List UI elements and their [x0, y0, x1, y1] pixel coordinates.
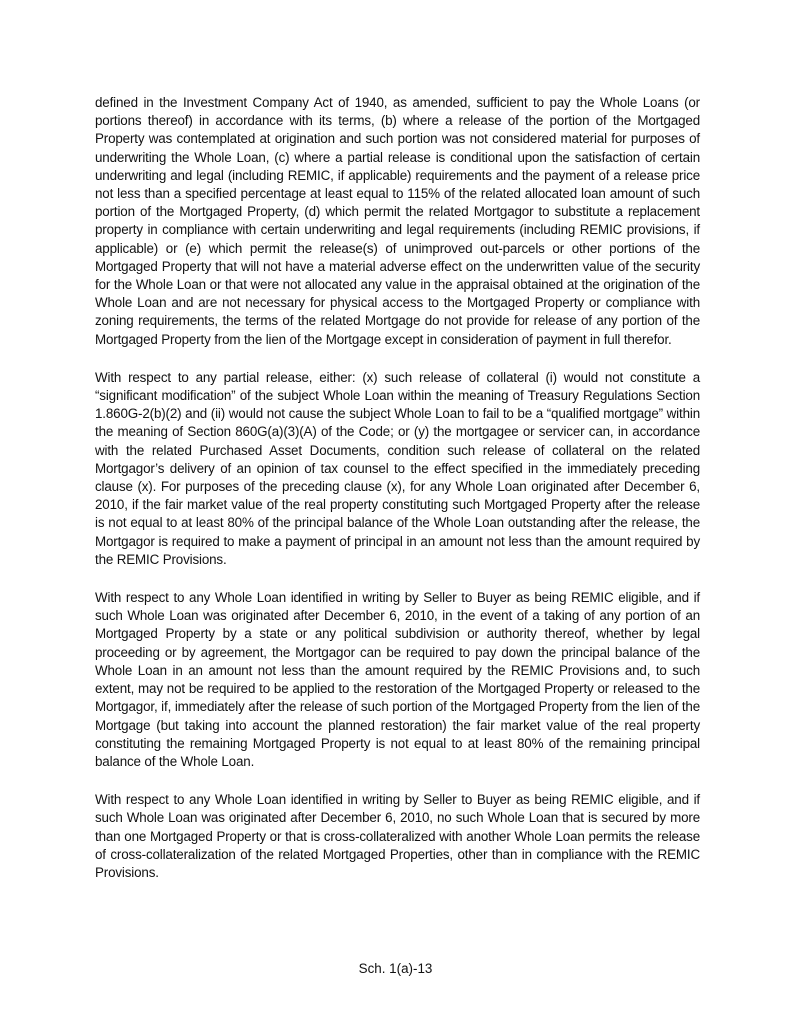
paragraph-cross-collateralization: With respect to any Whole Loan identified in writing by Seller to Buyer as being REMIC eligible, and if such Whole Loan was originated after December 6, 2010, no such Whole Loan that is secured by more than one Mortgaged Property or that is cross-collateralized with another Whole Loan permits the release of cross-collateralization of the related Mortgaged Properties, other than in compliance with the REMIC Provisions. — [95, 792, 700, 880]
page-footer-number: Sch. 1(a)-13 — [358, 961, 433, 976]
paragraph-taking: With respect to any Whole Loan identified in writing by Seller to Buyer as being REMIC eligible, and if such Whole Loan was originated after December 6, 2010, in the event of a taking of any portion of an Mortgaged Property by a state or any political subdivision or authority thereof, whether by legal proceeding or by agreement, the Mortgagor can be required to pay down the principal balance of the Whole Loan in an amount not less than the amount required by the REMIC Provisions and, to such extent, may not be required to be applied to the restoration of the Mortgaged Property or released to the Mortgagor, if, immediately after the release of such portion of the Mortgaged Property from the lien of the Mortgage (but taking into account the planned restoration) the fair market value of the real property constituting the remaining Mortgaged Property is not equal to at least 80% of the remaining principal balance of the Whole Loan. — [95, 590, 700, 769]
paragraph-release-conditions: defined in the Investment Company Act of 1940, as amended, sufficient to pay the Whole Loans (or portions thereof) in accordance with its terms, (b) where a release of the portion of the Mortgaged Property was contemplated at origination and such portion was not considered material for purposes of underwriting the Whole Loan, (c) where a partial release is conditional upon the satisfaction of certain underwriting and legal (including REMIC, if applicable) requirements and the payment of a release price not less than a specified percentage at least equal to 115% of the related allocated loan amount of such portion of the Mortgaged Property, (d) which permit the related Mortgagor to substitute a replacement property in compliance with certain underwriting and legal requirements (including REMIC provisions, if applicable) or (e) which permit the release(s) of unimproved out-parcels or other portions of the Mortgaged Property that will not have a material adverse effect on the underwritten value of the security for the Whole Loan or that were not allocated any value in the appraisal obtained at the origination of the Whole Loan and are not necessary for physical access to the Mortgaged Property or compliance with zoning requirements, the terms of the related Mortgage do not provide for release of any portion of the Mortgaged Property from the lien of the Mortgage except in consideration of payment in full therefor. — [95, 95, 700, 347]
paragraph-partial-release: With respect to any partial release, either: (x) such release of collateral (i) would not constitute a “significant modification” of the subject Whole Loan within the meaning of Treasury Regulations Section 1.860G-2(b)(2) and (ii) would not cause the subject Whole Loan to fail to be a “qualified mortgage” within the meaning of Section 860G(a)(3)(A) of the Code; or (y) the mortgagee or servicer can, in accordance with the related Purchased Asset Documents, condition such release of collateral on the related Mortgagor’s delivery of an opinion of tax counsel to the effect specified in the immediately preceding clause (x). For purposes of the preceding clause (x), for any Whole Loan originated after December 6, 2010, if the fair market value of the real property constituting such Mortgaged Property after the release is not equal to at least 80% of the principal balance of the Whole Loan outstanding after the release, the Mortgagor is required to make a payment of principal in an amount not less than the amount required by the REMIC Provisions. — [95, 369, 700, 567]
document-body — [95, 94, 700, 902]
